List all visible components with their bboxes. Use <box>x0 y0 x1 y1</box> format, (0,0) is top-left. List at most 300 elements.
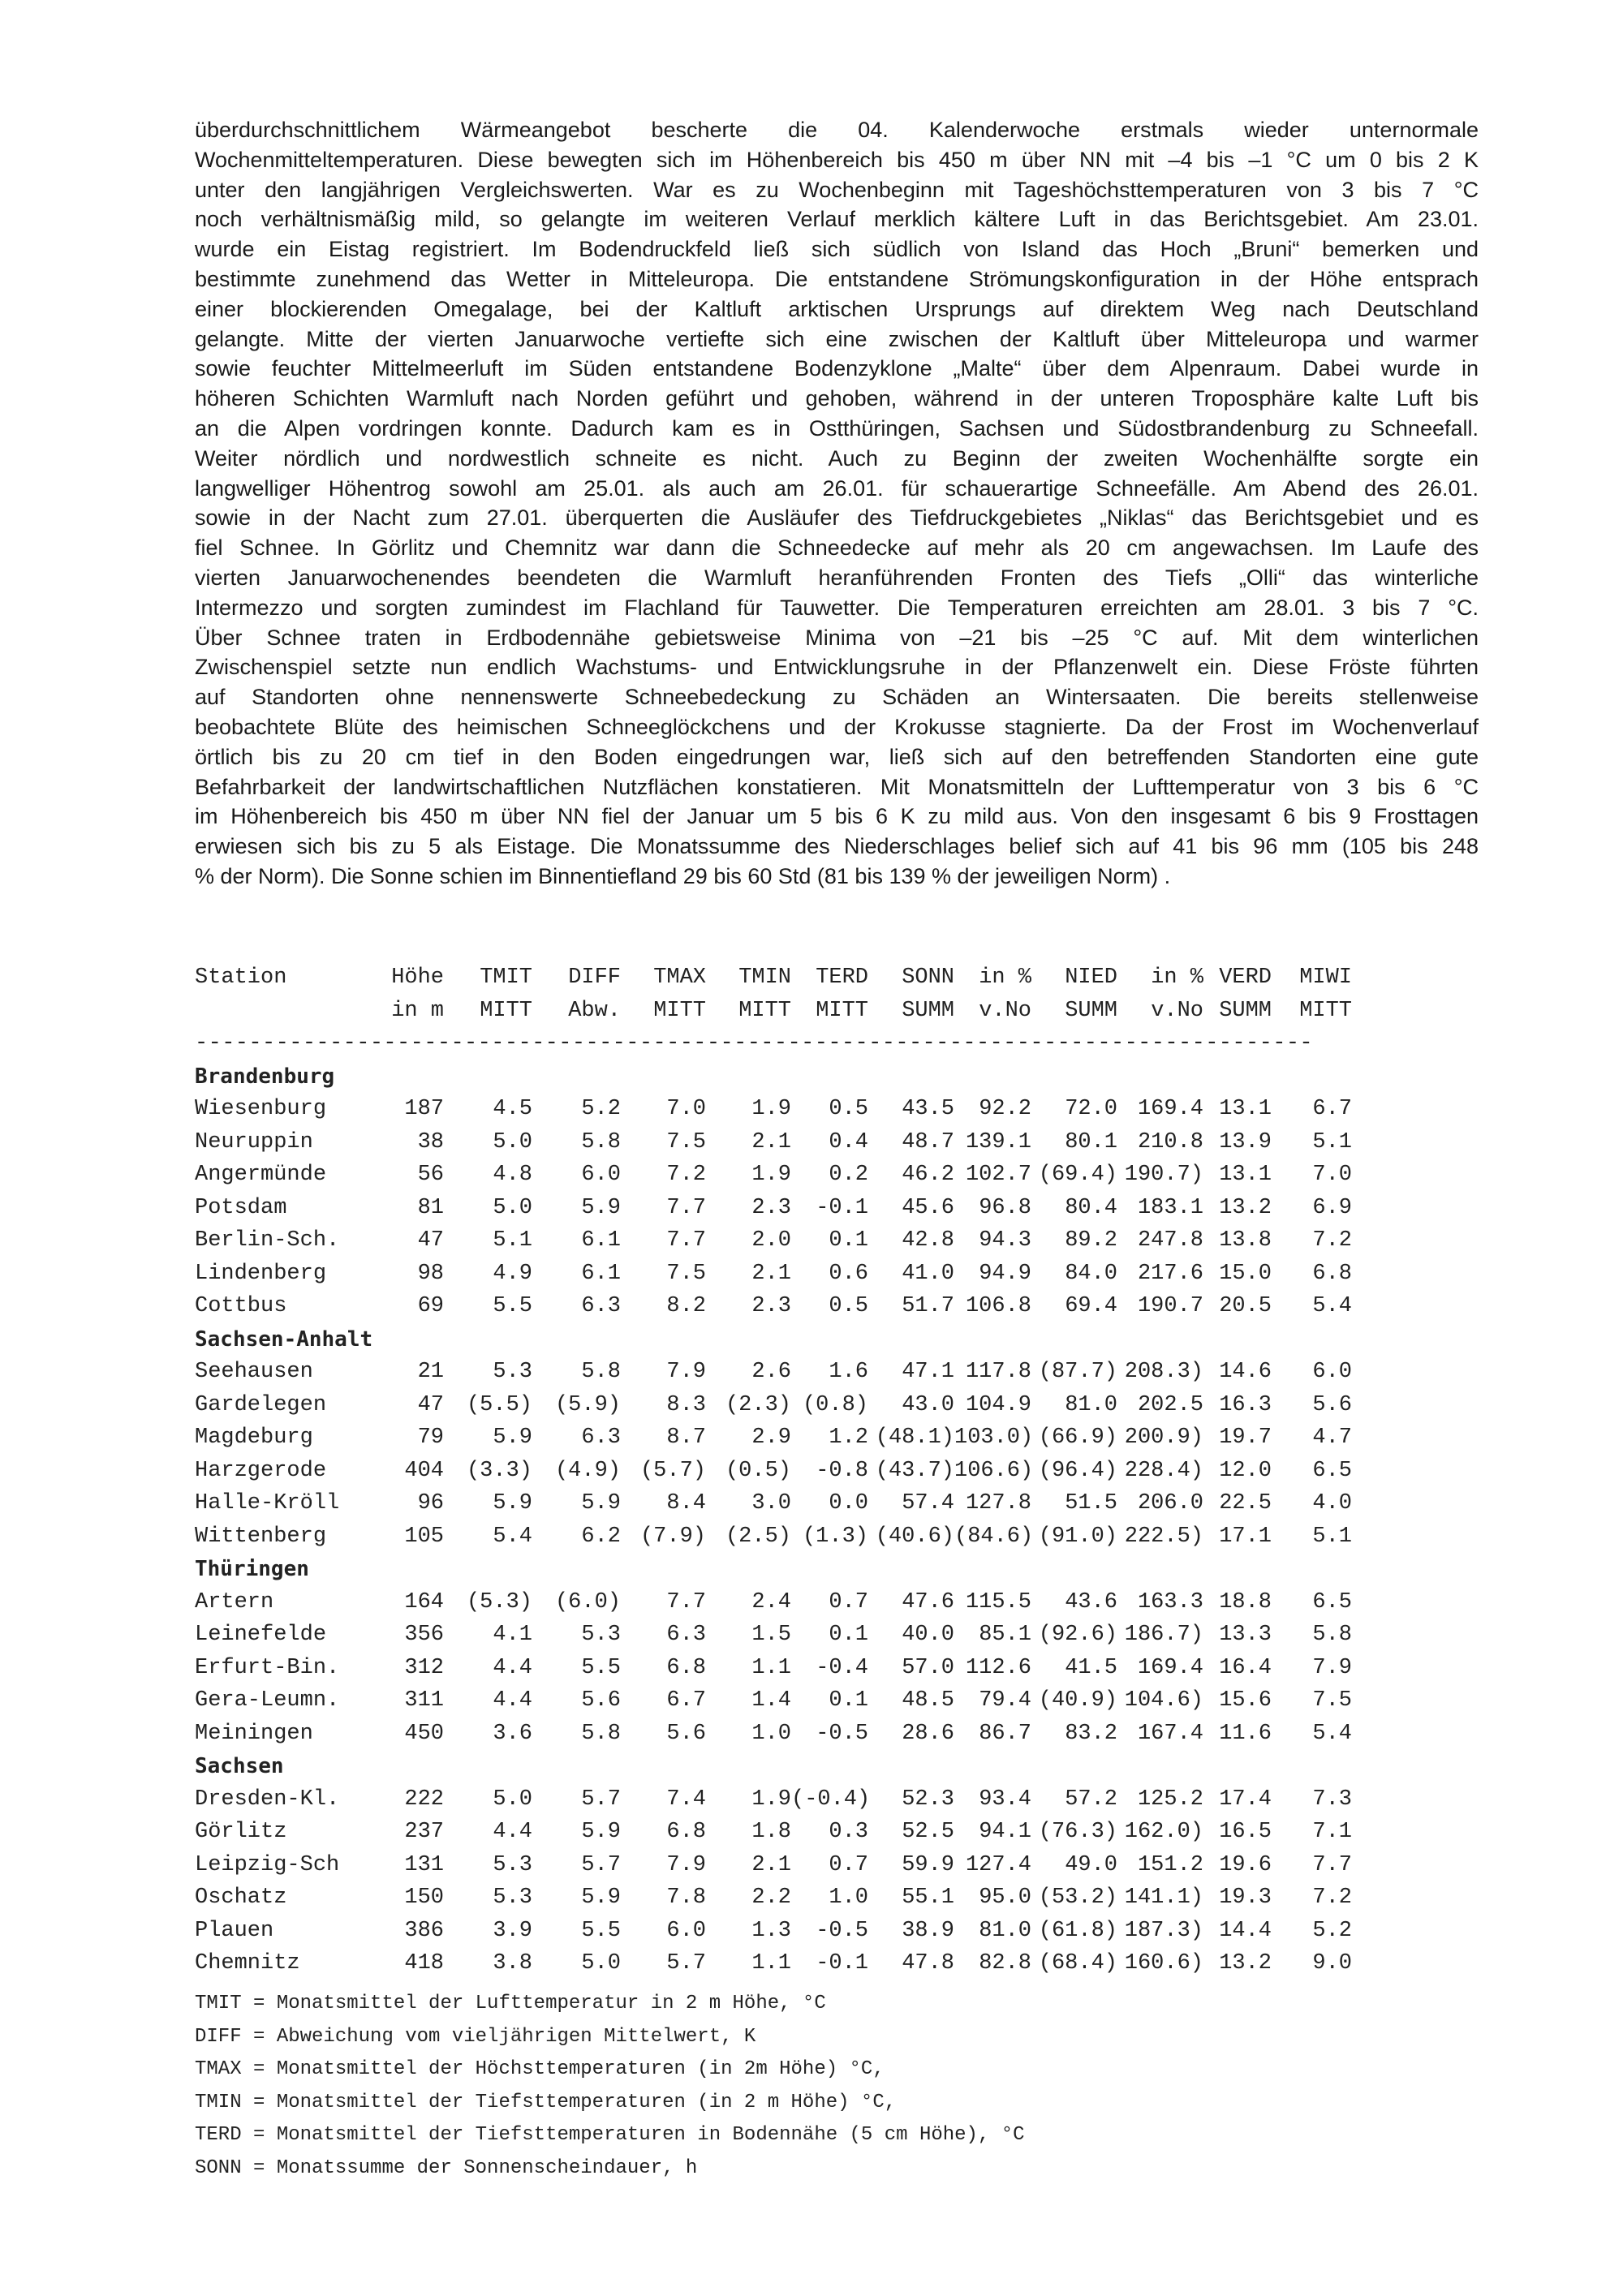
header-cell: v.No <box>1151 998 1203 1023</box>
value-cell: 222.5) <box>1124 1524 1203 1549</box>
value-cell: 7.0 <box>1312 1163 1352 1187</box>
value-cell: (3.3) <box>466 1458 532 1483</box>
value-cell: 20.5 <box>1219 1294 1272 1318</box>
value-cell: 98 <box>417 1261 444 1286</box>
value-cell: 237 <box>404 1820 444 1844</box>
value-cell: 80.4 <box>1065 1195 1117 1220</box>
table-row <box>195 1192 1352 1225</box>
prose-line: einer blockierenden Omegalage, bei der Kaltluft arktischen Ursprungs auf direktem Weg nach Deutschland <box>195 296 1479 321</box>
value-cell: 6.0 <box>666 1918 706 1943</box>
value-cell: 0.0 <box>829 1491 868 1516</box>
prose-line: an die Alpen vordringen konnte. Dadurch kam es in Ostthüringen, Sachsen und Südostbrandenburg zu Schneefall. <box>195 415 1479 441</box>
value-cell: 9.0 <box>1312 1951 1352 1976</box>
value-cell: 13.1 <box>1219 1097 1272 1121</box>
prose-line: Wochenmitteltemperaturen. Diese bewegten sich im Höhenbereich bis 450 m über NN mit –4 bis –1 °C um 0 bis 2 K <box>195 147 1479 172</box>
value-cell: 5.9 <box>581 1820 621 1844</box>
value-cell: 5.2 <box>1312 1918 1352 1943</box>
station-name: Oschatz <box>195 1885 287 1910</box>
value-cell: 96.8 <box>979 1195 1031 1220</box>
value-cell: (5.7) <box>639 1458 706 1483</box>
value-cell: 28.6 <box>902 1721 954 1746</box>
station-name: Wittenberg <box>195 1524 327 1549</box>
value-cell: 127.8 <box>965 1491 1031 1516</box>
value-cell: (2.5) <box>725 1524 791 1549</box>
table-row <box>195 1783 1352 1817</box>
value-cell: 0.5 <box>829 1294 868 1318</box>
station-name: Leipzig-Sch <box>195 1852 340 1877</box>
value-cell: (1.3) <box>802 1524 868 1549</box>
value-cell: 57.4 <box>902 1491 954 1516</box>
value-cell: 4.7 <box>1312 1425 1352 1450</box>
table-row <box>195 1947 1352 1980</box>
value-cell: 47 <box>417 1392 444 1417</box>
table-row <box>195 1586 1352 1619</box>
legend-line: TMAX = Monatsmittel der Höchsttemperaturen (in 2m Höhe) °C, <box>195 2058 885 2080</box>
value-cell: 6.8 <box>1312 1261 1352 1286</box>
station-name: Gera-Leumn. <box>195 1688 340 1713</box>
value-cell: 2.0 <box>751 1228 791 1253</box>
value-cell: 41.0 <box>902 1261 954 1286</box>
value-cell: 5.1 <box>1312 1524 1352 1549</box>
value-cell: 5.6 <box>666 1721 706 1746</box>
value-cell: 19.6 <box>1219 1852 1272 1877</box>
header-cell: v.No <box>979 998 1031 1023</box>
value-cell: 0.2 <box>829 1163 868 1187</box>
value-cell: 104.6) <box>1124 1688 1203 1713</box>
state-section-title: Thüringen <box>195 1557 309 1581</box>
value-cell: 1.1 <box>751 1951 791 1976</box>
value-cell: 6.8 <box>666 1655 706 1680</box>
header-cell: NIED <box>1065 965 1117 990</box>
value-cell: 17.1 <box>1219 1524 1272 1549</box>
value-cell: 105 <box>404 1524 444 1549</box>
value-cell: 1.8 <box>751 1820 791 1844</box>
value-cell: 3.6 <box>493 1721 532 1746</box>
value-cell: 5.0 <box>493 1129 532 1154</box>
prose-line: langwelliger Höhentrog sowohl am 25.01. als auch am 26.01. für schauerartige Schneefälle. Am Abend des 26.01. <box>195 475 1479 501</box>
table-row <box>195 1520 1352 1554</box>
prose-line: bestimmte zunehmend das Wetter in Mitteleuropa. Die entstandene Strömungskonfiguration in der Höhe entsprach <box>195 266 1479 291</box>
value-cell: 6.0 <box>581 1163 621 1187</box>
value-cell: 83.2 <box>1065 1721 1117 1746</box>
table-row <box>195 1224 1352 1258</box>
station-name: Dresden-Kl. <box>195 1786 340 1812</box>
value-cell: 210.8 <box>1137 1129 1203 1154</box>
value-cell: 5.9 <box>493 1425 532 1450</box>
value-cell: 14.4 <box>1219 1918 1272 1943</box>
value-cell: 418 <box>404 1951 444 1976</box>
value-cell: 5.1 <box>493 1228 532 1253</box>
value-cell: 7.7 <box>666 1228 706 1253</box>
value-cell: 69.4 <box>1065 1294 1117 1318</box>
value-cell: 6.9 <box>1312 1195 1352 1220</box>
value-cell: 22.5 <box>1219 1491 1272 1516</box>
header-cell <box>195 995 367 1028</box>
header-cell: Abw. <box>568 998 621 1023</box>
value-cell: (5.5) <box>466 1392 532 1417</box>
value-cell: 5.0 <box>581 1951 621 1976</box>
value-cell: 79 <box>417 1425 444 1450</box>
value-cell: 5.0 <box>493 1786 532 1812</box>
abbreviation-legend <box>195 1988 1025 2185</box>
value-cell: 89.2 <box>1065 1228 1117 1253</box>
value-cell: 5.9 <box>581 1491 621 1516</box>
value-cell: 13.2 <box>1219 1951 1272 1976</box>
value-cell: -0.8 <box>816 1458 868 1483</box>
table-row <box>195 1684 1352 1718</box>
prose-line: % der Norm). Die Sonne schien im Binnentiefland 29 bis 60 Std (81 bis 139 % der jeweiligen Norm) . <box>195 863 1171 888</box>
value-cell: 450 <box>404 1721 444 1746</box>
value-cell: 7.5 <box>1312 1688 1352 1713</box>
value-cell: 96 <box>417 1491 444 1516</box>
table-subheader-row <box>195 995 1352 1028</box>
value-cell: (6.0) <box>554 1589 621 1615</box>
value-cell: 7.5 <box>666 1129 706 1154</box>
station-name: Chemnitz <box>195 1951 300 1976</box>
value-cell: 5.3 <box>493 1885 532 1910</box>
value-cell: 52.3 <box>902 1786 954 1812</box>
prose-line: noch verhältnismäßig mild, so gelangte im weiteren Verlauf merklich kältere Luft in das Berichtsgebiet. Am 23.01. <box>195 207 1479 232</box>
value-cell: 59.9 <box>902 1852 954 1877</box>
value-cell: 55.1 <box>902 1885 954 1910</box>
value-cell: 167.4 <box>1137 1721 1203 1746</box>
value-cell: 6.3 <box>581 1294 621 1318</box>
value-cell: 13.9 <box>1219 1129 1272 1154</box>
value-cell: 0.4 <box>829 1129 868 1154</box>
value-cell: 57.0 <box>902 1655 954 1680</box>
prose-line: Zwischenspiel setzte nun endlich Wachstums- und Entwicklungsruhe in der Pflanzenwelt ein. Diese Fröste führten <box>195 655 1479 680</box>
table-row <box>195 1455 1352 1488</box>
header-cell: SUMM <box>902 998 954 1023</box>
value-cell: 311 <box>404 1688 444 1713</box>
value-cell: 7.9 <box>666 1360 706 1384</box>
table-row <box>195 1849 1352 1882</box>
value-cell: 81.0 <box>1065 1392 1117 1417</box>
prose-line: fiel Schnee. In Görlitz und Chemnitz war dann die Schneedecke auf mehr als 20 cm angewachsen. Im Laufe des <box>195 535 1479 561</box>
value-cell: 5.3 <box>581 1623 621 1647</box>
value-cell: 5.6 <box>1312 1392 1352 1417</box>
value-cell: 1.3 <box>751 1918 791 1943</box>
prose-line: wurde ein Eistag registriert. Im Bodendruckfeld ließ sich südlich von Island das Hoch „Bruni“ bemerken und <box>195 237 1479 262</box>
value-cell: 2.4 <box>751 1589 791 1615</box>
station-name: Lindenberg <box>195 1261 327 1286</box>
value-cell: 81.0 <box>979 1918 1031 1943</box>
table-row <box>195 1652 1352 1685</box>
value-cell: (48.1) <box>875 1425 954 1450</box>
value-cell: 117.8 <box>965 1360 1031 1384</box>
value-cell: 183.1 <box>1137 1195 1203 1220</box>
station-name: Leinefelde <box>195 1623 327 1647</box>
value-cell: 4.4 <box>493 1688 532 1713</box>
value-cell: 72.0 <box>1065 1097 1117 1121</box>
value-cell: 4.0 <box>1312 1491 1352 1516</box>
value-cell: 5.9 <box>581 1195 621 1220</box>
value-cell: 47.1 <box>902 1360 954 1384</box>
legend-line: DIFF = Abweichung vom vieljährigen Mittelwert, K <box>195 2025 756 2048</box>
header-cell: Station <box>195 965 287 990</box>
table-row <box>195 1093 1352 1126</box>
value-cell: 7.9 <box>1312 1655 1352 1680</box>
table-row <box>195 1619 1352 1652</box>
value-cell: 6.2 <box>581 1524 621 1549</box>
header-cell: MITT <box>480 998 532 1023</box>
header-cell: TMIN <box>738 965 791 990</box>
value-cell: 42.8 <box>902 1228 954 1253</box>
value-cell: 7.4 <box>666 1786 706 1812</box>
table-row <box>195 1389 1352 1422</box>
value-cell: 7.2 <box>1312 1885 1352 1910</box>
value-cell: 38.9 <box>902 1918 954 1943</box>
value-cell: 103.0) <box>954 1425 1034 1450</box>
station-name: Angermünde <box>195 1163 327 1187</box>
value-cell: 115.5 <box>965 1589 1031 1615</box>
value-cell: 4.4 <box>493 1655 532 1680</box>
table-row <box>195 1258 1352 1291</box>
value-cell: 56 <box>417 1163 444 1187</box>
value-cell: 5.3 <box>493 1360 532 1384</box>
value-cell: 6.7 <box>666 1688 706 1713</box>
value-cell: 19.7 <box>1219 1425 1272 1450</box>
prose-line: gelangte. Mitte der vierten Januarwoche vertiefte sich eine zwischen der Kaltluft über Mitteleuropa und warmer <box>195 326 1479 351</box>
value-cell: 206.0 <box>1137 1491 1203 1516</box>
table-row <box>195 1816 1352 1849</box>
value-cell: 21 <box>417 1360 444 1384</box>
station-name: Görlitz <box>195 1820 287 1844</box>
value-cell: 1.5 <box>751 1623 791 1647</box>
value-cell: 106.6) <box>954 1458 1034 1483</box>
value-cell: 40.0 <box>902 1623 954 1647</box>
value-cell: 7.5 <box>666 1261 706 1286</box>
value-cell: 160.6) <box>1124 1951 1203 1976</box>
prose-line: vierten Januarwochenendes beendeten die Warmluft heranführenden Fronten des Tiefs „Olli“ das winterliche <box>195 565 1479 590</box>
value-cell: 217.6 <box>1137 1261 1203 1286</box>
value-cell: 169.4 <box>1137 1655 1203 1680</box>
value-cell: (40.6) <box>875 1524 954 1549</box>
header-cell: MIWI <box>1299 965 1352 990</box>
value-cell: 4.9 <box>493 1261 532 1286</box>
value-cell: (0.5) <box>725 1458 791 1483</box>
value-cell: 82.8 <box>979 1951 1031 1976</box>
header-cell: TMIT <box>480 965 532 990</box>
value-cell: 4.4 <box>493 1820 532 1844</box>
station-name: Halle-Kröll <box>195 1491 340 1516</box>
station-data-table <box>195 961 1352 1980</box>
value-cell: 5.9 <box>581 1885 621 1910</box>
value-cell: 81 <box>417 1195 444 1220</box>
prose-line: sowie in der Nacht zum 27.01. überquerten die Ausläufer des Tiefdruckgebietes „Niklas“ das Berichtsgebiet und es <box>195 505 1479 531</box>
value-cell: 247.8 <box>1137 1228 1203 1253</box>
value-cell: 7.0 <box>666 1097 706 1121</box>
value-cell: 2.9 <box>751 1425 791 1450</box>
value-cell: 1.9 <box>751 1163 791 1187</box>
value-cell: -0.1 <box>816 1195 868 1220</box>
station-name: Meiningen <box>195 1721 313 1746</box>
value-cell: 94.1 <box>979 1820 1031 1844</box>
value-cell: 131 <box>404 1852 444 1877</box>
value-cell: 80.1 <box>1065 1129 1117 1154</box>
value-cell: 2.1 <box>751 1129 791 1154</box>
value-cell: 6.5 <box>1312 1589 1352 1615</box>
value-cell: 46.2 <box>902 1163 954 1187</box>
value-cell: 0.1 <box>829 1623 868 1647</box>
station-name: Artern <box>195 1589 274 1615</box>
value-cell: 112.6 <box>965 1655 1031 1680</box>
value-cell: 16.3 <box>1219 1392 1272 1417</box>
prose-line: im Höhenbereich bis 450 m über NN fiel der Januar um 5 bis 6 K zu mild aus. Von den insgesamt 6 bis 9 Frosttagen <box>195 804 1479 829</box>
station-name: Magdeburg <box>195 1425 313 1450</box>
value-cell: 8.4 <box>666 1491 706 1516</box>
prose-line: unter den langjährigen Vergleichswerten. War es zu Wochenbeginn mit Tageshöchsttemperaturen von 3 bis 7 °C <box>195 177 1479 202</box>
value-cell: 127.4 <box>965 1852 1031 1877</box>
table-row <box>195 1290 1352 1323</box>
station-name: Gardelegen <box>195 1392 327 1417</box>
value-cell: 7.1 <box>1312 1820 1352 1844</box>
weather-summary-paragraph <box>195 115 1479 892</box>
table-row <box>195 1881 1352 1915</box>
value-cell: 7.2 <box>1312 1228 1352 1253</box>
value-cell: 7.8 <box>666 1885 706 1910</box>
value-cell: 5.8 <box>581 1360 621 1384</box>
station-name: Potsdam <box>195 1195 287 1220</box>
value-cell: (53.2) <box>1038 1885 1117 1910</box>
value-cell: 7.3 <box>1312 1786 1352 1812</box>
value-cell: 52.5 <box>902 1820 954 1844</box>
prose-line: überdurchschnittlichem Wärmeangebot bescherte die 04. Kalenderwoche erstmals wieder unternormale <box>195 118 1479 142</box>
value-cell: 94.3 <box>979 1228 1031 1253</box>
value-cell: 5.7 <box>581 1852 621 1877</box>
value-cell: 187.3) <box>1124 1918 1203 1943</box>
prose-line: sowie feuchter Mittelmeerluft im Süden entstandene Bodenzyklone „Malte“ über dem Alpenraum. Dabei wurde in <box>195 356 1479 381</box>
value-cell: 404 <box>404 1458 444 1483</box>
value-cell: 51.5 <box>1065 1491 1117 1516</box>
value-cell: 0.7 <box>829 1852 868 1877</box>
value-cell: 7.7 <box>666 1195 706 1220</box>
value-cell: 38 <box>417 1129 444 1154</box>
value-cell: 11.6 <box>1219 1721 1272 1746</box>
value-cell: 3.8 <box>493 1951 532 1976</box>
value-cell: 5.5 <box>581 1655 621 1680</box>
value-cell: 16.4 <box>1219 1655 1272 1680</box>
header-cell: SUMM <box>1219 998 1272 1023</box>
value-cell: (91.0) <box>1038 1524 1117 1549</box>
value-cell: 6.1 <box>581 1261 621 1286</box>
value-cell: 125.2 <box>1137 1786 1203 1812</box>
prose-line: Befahrbarkeit der landwirtschaftlichen Nutzflächen konstatieren. Mit Monatsmitteln der Lufttemperatur von 3 bis 6 °C <box>195 774 1479 799</box>
value-cell: (92.6) <box>1038 1623 1117 1647</box>
value-cell: 57.2 <box>1065 1786 1117 1812</box>
value-cell: (84.6) <box>954 1524 1034 1549</box>
header-cell: in % <box>1151 965 1203 990</box>
value-cell: (0.8) <box>802 1392 868 1417</box>
header-cell: SONN <box>902 965 954 990</box>
value-cell: 1.1 <box>751 1655 791 1680</box>
value-cell: 0.3 <box>829 1820 868 1844</box>
value-cell: 164 <box>404 1589 444 1615</box>
table-row <box>195 1126 1352 1159</box>
value-cell: -0.5 <box>816 1721 868 1746</box>
value-cell: 202.5 <box>1137 1392 1203 1417</box>
value-cell: 5.8 <box>581 1129 621 1154</box>
header-cell: in m <box>391 998 444 1023</box>
prose-line: erwiesen sich bis zu 5 als Eistage. Die Monatssumme des Niederschlages belief sich auf 41 bis 96 mm (105 bis 248 <box>195 834 1479 859</box>
value-cell: 7.2 <box>666 1163 706 1187</box>
station-name: Wiesenburg <box>195 1097 327 1121</box>
prose-line: höheren Schichten Warmluft nach Norden geführt und gehoben, während in der unteren Troposphäre kalte Luft bis <box>195 386 1479 411</box>
value-cell: 312 <box>404 1655 444 1680</box>
value-cell: (40.9) <box>1038 1688 1117 1713</box>
value-cell: 5.4 <box>493 1524 532 1549</box>
value-cell: 356 <box>404 1623 444 1647</box>
value-cell: 1.4 <box>751 1688 791 1713</box>
prose-line: Über Schnee traten in Erdbodennähe gebietsweise Minima von –21 bis –25 °C auf. Mit dem winterlichen <box>195 625 1479 650</box>
value-cell: 19.3 <box>1219 1885 1272 1910</box>
value-cell: 5.7 <box>581 1786 621 1812</box>
state-section-title: Sachsen <box>195 1754 284 1778</box>
value-cell: 5.6 <box>581 1688 621 1713</box>
value-cell: (4.9) <box>554 1458 621 1483</box>
table-row <box>195 1718 1352 1751</box>
header-cell: MITT <box>1299 998 1352 1023</box>
report-prose <box>195 115 1479 892</box>
header-cell: TERD <box>816 965 868 990</box>
legend-line: TMIT = Monatsmittel der Lufttemperatur in 2 m Höhe, °C <box>195 1993 826 2014</box>
value-cell: (69.4) <box>1038 1163 1117 1187</box>
value-cell: 17.4 <box>1219 1786 1272 1812</box>
value-cell: 41.5 <box>1065 1655 1117 1680</box>
value-cell: 6.1 <box>581 1228 621 1253</box>
legend-line: TERD = Monatsmittel der Tiefsttemperaturen in Bodennähe (5 cm Höhe), °C <box>195 2124 1025 2146</box>
value-cell: 3.0 <box>751 1491 791 1516</box>
value-cell: 2.6 <box>751 1360 791 1384</box>
value-cell: 13.1 <box>1219 1163 1272 1187</box>
value-cell: 5.2 <box>581 1097 621 1121</box>
value-cell: 6.3 <box>666 1623 706 1647</box>
value-cell: 151.2 <box>1137 1852 1203 1877</box>
value-cell: 1.9 <box>751 1097 791 1121</box>
table-row <box>195 1487 1352 1520</box>
value-cell: (61.8) <box>1038 1918 1117 1943</box>
value-cell: 7.9 <box>666 1852 706 1877</box>
value-cell: 47.6 <box>902 1589 954 1615</box>
prose-line: Intermezzo und sorgten zumindest im Flachland für Tauwetter. Die Temperaturen erreichten am 28.01. 3 bis 7 °C. <box>195 595 1479 620</box>
value-cell: (68.4) <box>1038 1951 1117 1976</box>
header-cell: MITT <box>653 998 706 1023</box>
value-cell: 102.7 <box>965 1163 1031 1187</box>
value-cell: 5.8 <box>581 1721 621 1746</box>
value-cell: 163.3 <box>1137 1589 1203 1615</box>
value-cell: 5.0 <box>493 1195 532 1220</box>
value-cell: 95.0 <box>979 1885 1031 1910</box>
value-cell: 0.1 <box>829 1688 868 1713</box>
value-cell: 6.5 <box>1312 1458 1352 1483</box>
value-cell: (87.7) <box>1038 1360 1117 1384</box>
value-cell: 51.7 <box>902 1294 954 1318</box>
value-cell: 4.1 <box>493 1623 532 1647</box>
value-cell: (-0.4) <box>791 1786 871 1812</box>
value-cell: 1.2 <box>829 1425 868 1450</box>
value-cell: 8.2 <box>666 1294 706 1318</box>
header-cell: Höhe <box>391 965 444 990</box>
value-cell: 43.6 <box>1065 1589 1117 1615</box>
header-cell: VERD <box>1219 965 1272 990</box>
value-cell: -0.4 <box>816 1655 868 1680</box>
value-cell: 8.3 <box>666 1392 706 1417</box>
header-cell: in % <box>979 965 1031 990</box>
value-cell: 162.0) <box>1124 1820 1203 1844</box>
value-cell: 79.4 <box>979 1688 1031 1713</box>
value-cell: 2.3 <box>751 1195 791 1220</box>
value-cell: 5.1 <box>1312 1129 1352 1154</box>
